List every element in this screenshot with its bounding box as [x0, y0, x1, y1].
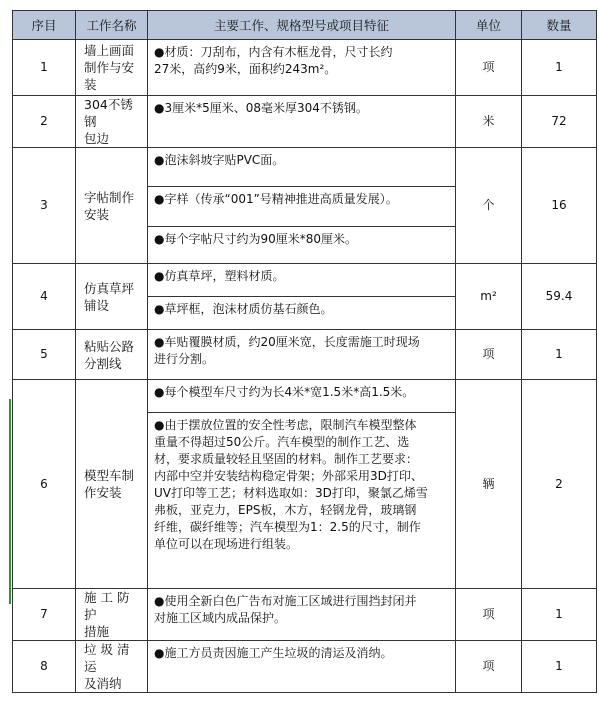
cell-qty: 16 — [522, 148, 597, 264]
cell-seq: 3 — [13, 148, 76, 264]
cell-unit: 辆 — [456, 380, 522, 589]
cell-seq: 6 — [13, 380, 76, 589]
cell-qty: 1 — [522, 589, 597, 641]
cell-unit: 项 — [456, 641, 522, 693]
cell-features — [148, 589, 456, 641]
feature-item: ●字样（传承“001”号精神推进高质量发展）。 — [148, 187, 455, 227]
header-unit: 单位 — [456, 11, 522, 40]
cell-qty: 1 — [522, 40, 597, 96]
cell-unit: 个 — [456, 148, 522, 264]
cell-work-name: 粘贴公路 分割线 — [76, 330, 148, 380]
feature-item: ●草坪框，泡沫材质仿基石颜色。 — [154, 302, 333, 316]
table-body — [13, 40, 597, 693]
cell-work-name: 304不锈钢 包边 — [76, 96, 148, 148]
cell-features — [148, 641, 456, 693]
cell-work-name: 垃 圾 清 运 及消纳 — [76, 641, 148, 693]
cell-work-name: 模型车制 作安装 — [76, 380, 148, 589]
feature-item: ●材质：刀刮布，内含有木框龙骨，尺寸长约 27米，高约9米，面积约243m²。 — [154, 45, 393, 76]
cell-unit: m² — [456, 264, 522, 330]
cell-features — [148, 330, 456, 380]
feature-item: ●每个模型车尺寸约为长4米*宽1.5米*高1.5米。 — [148, 380, 455, 413]
cell-features — [148, 96, 456, 148]
cell-qty: 2 — [522, 380, 597, 589]
cell-work-name: 字帖制作 安装 — [76, 148, 148, 264]
feature-item: ●泡沫斜坡字贴PVC面。 — [148, 148, 455, 187]
cell-features — [148, 40, 456, 96]
cell-features — [148, 148, 456, 264]
cell-work-name: 仿真草坪 铺设 — [76, 264, 148, 330]
feature-item: ●3厘米*5厘米、08毫米厚304不锈钢。 — [154, 101, 368, 115]
cell-seq: 5 — [13, 330, 76, 380]
cell-unit: 米 — [456, 96, 522, 148]
cell-qty: 72 — [522, 96, 597, 148]
cell-features — [148, 264, 456, 330]
cell-features — [148, 380, 456, 589]
cell-qty: 1 — [522, 330, 597, 380]
cell-unit: 项 — [456, 40, 522, 96]
left-edge-marker — [9, 399, 11, 604]
table-row — [13, 148, 597, 264]
table-row — [13, 96, 597, 148]
cell-seq: 7 — [13, 589, 76, 641]
table-row — [13, 40, 597, 96]
cell-seq: 2 — [13, 96, 76, 148]
table-header-row — [13, 11, 597, 40]
header-name: 工作名称 — [76, 11, 148, 40]
table-row — [13, 264, 597, 330]
table-row — [13, 589, 597, 641]
cell-seq: 8 — [13, 641, 76, 693]
cell-work-name: 墙上画面 制作与安 装 — [76, 40, 148, 96]
cell-seq: 4 — [13, 264, 76, 330]
cell-seq: 1 — [13, 40, 76, 96]
work-items-table — [12, 10, 597, 693]
work-items-table-container — [12, 10, 596, 693]
table-row — [13, 330, 597, 380]
feature-item: ●车贴覆膜材质，约20厘米宽，长度需施工时现场 进行分割。 — [154, 335, 420, 366]
feature-item: ●使用全新白色广告布对施工区域进行围挡封闭并 对施工区域内成品保护。 — [154, 594, 417, 625]
feature-item: ●每个字帖尺寸约为90厘米*80厘米。 — [154, 232, 358, 246]
cell-work-name: 施 工 防 护 措施 — [76, 589, 148, 641]
header-features: 主要工作、规格型号或项目特征 — [148, 11, 456, 40]
table-row — [13, 380, 597, 589]
header-qty: 数量 — [522, 11, 597, 40]
feature-item: ●施工方员责因施工产生垃圾的清运及消纳。 — [154, 646, 393, 660]
cell-unit: 项 — [456, 330, 522, 380]
cell-qty: 1 — [522, 641, 597, 693]
cell-unit: 项 — [456, 589, 522, 641]
header-seq: 序目 — [13, 11, 76, 40]
feature-item: ●仿真草坪，塑料材质。 — [148, 264, 455, 297]
cell-qty: 59.4 — [522, 264, 597, 330]
table-row — [13, 641, 597, 693]
feature-item: ●由于摆放位置的安全性考虑，限制汽车模型整体 重量不得超过50公斤。汽车模型的制作工艺、选 材，要求质量较轻且坚固的材料。制作工艺要求： 内部中空并安装结构稳定骨架；外部采用3D打印、 UV打印等工艺；材料选取如：3D打印，聚氯乙烯雪 弗板，亚克力，EPS板，木方，轻钢龙骨，玻璃钢 纤维，碳纤维等；汽车模型为1：2.5的尺寸，制作 单位可以在现场进行组装。 — [154, 418, 428, 551]
